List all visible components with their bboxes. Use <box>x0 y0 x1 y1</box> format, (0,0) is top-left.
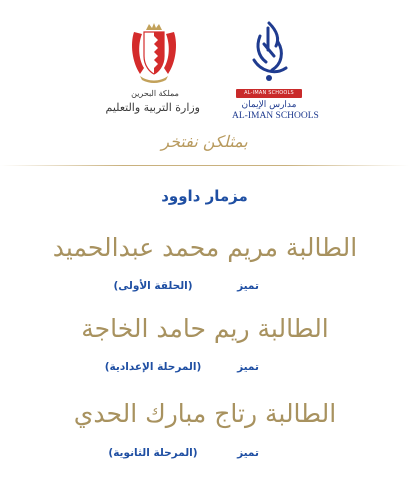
school-level: (المرحلة الثانوية) <box>108 447 198 459</box>
tagline: بمثلكن نفتخر <box>161 132 248 151</box>
ministry-line-name: وزارة التربية والتعليم <box>105 101 200 114</box>
ministry-line-kingdom: مملكة البحرين <box>131 89 179 98</box>
calligraphy-emblem-icon <box>246 20 292 82</box>
student-name: الطالبة رتاج مبارك الحدي <box>73 399 337 428</box>
school-name-arabic: مدارس الإيمان <box>241 100 297 110</box>
competition-title: مزمار داوود <box>161 187 248 205</box>
award-label: تميز <box>237 447 259 459</box>
school-level: (الحلقة الأولى) <box>113 280 193 292</box>
ministry-of-education-logo <box>105 22 200 122</box>
school-level: (المرحلة الإعدادية) <box>104 361 202 373</box>
student-name: الطالبة مريم محمد عبدالحميد <box>52 233 358 262</box>
school-name-english: AL-IMAN SCHOOLS <box>232 111 319 121</box>
divider-line <box>0 165 409 166</box>
award-label: تميز <box>237 361 259 373</box>
bahrain-emblem-icon <box>130 22 178 86</box>
award-label: تميز <box>237 280 259 292</box>
brand-band: AL-IMAN SCHOOLS <box>236 89 302 98</box>
student-name: الطالبة ريم حامد الخاجة <box>81 314 329 343</box>
al-iman-schools-logo <box>232 20 319 121</box>
